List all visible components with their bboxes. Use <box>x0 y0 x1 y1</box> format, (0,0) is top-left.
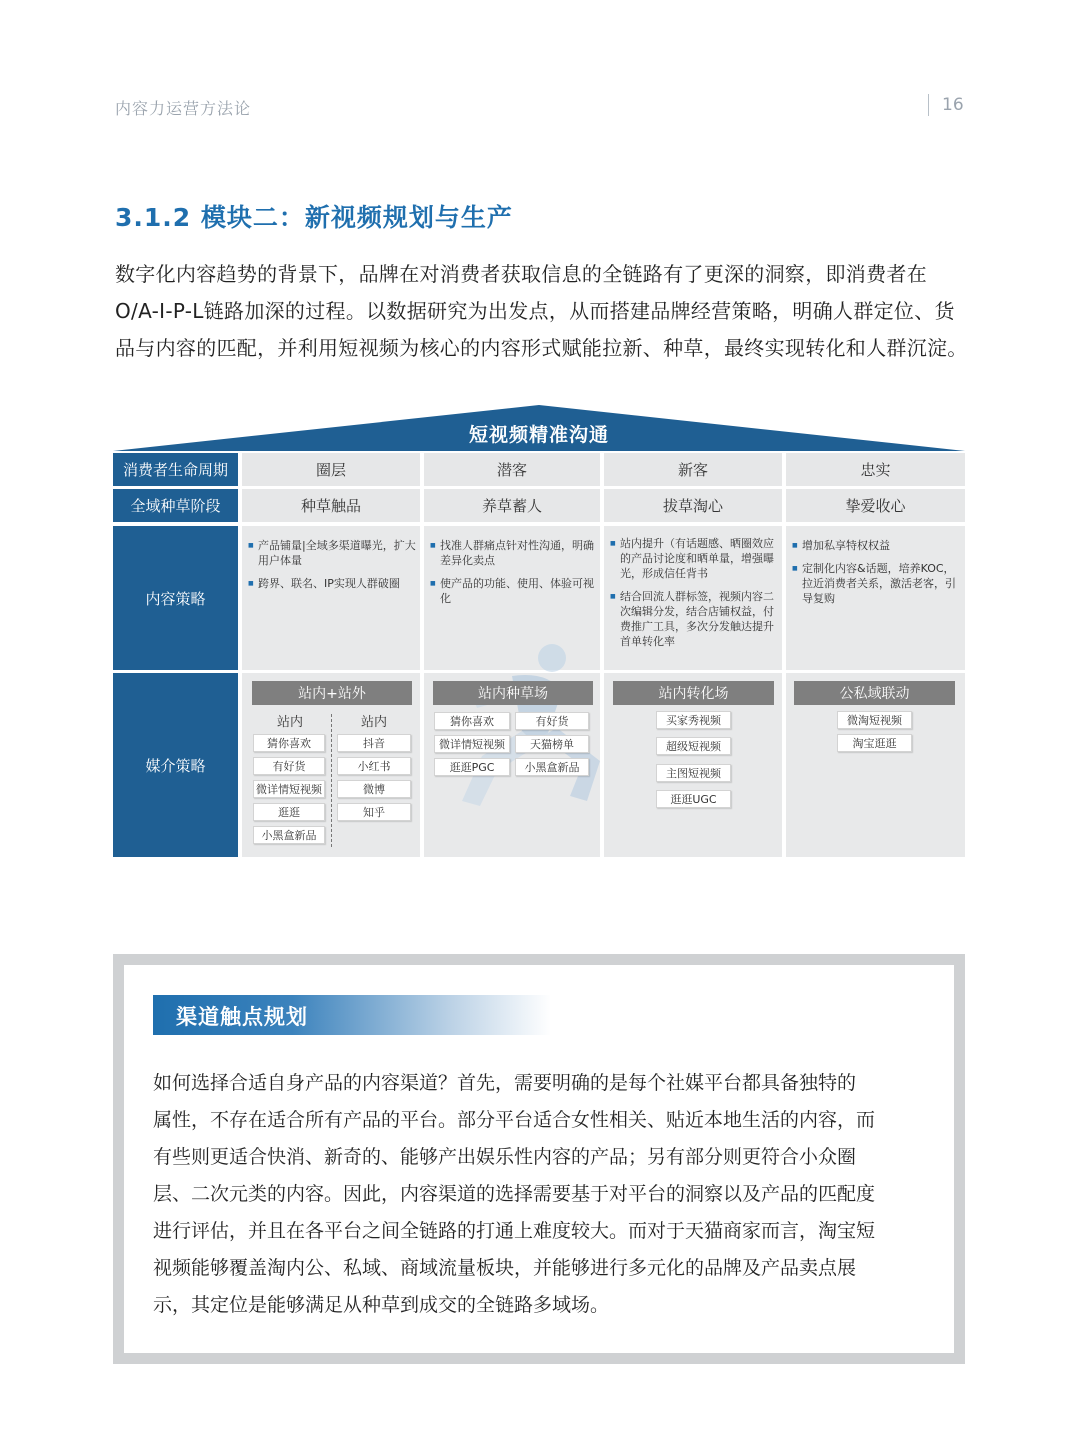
media-chip: 逛逛 <box>253 803 325 821</box>
document-title: 内容力运营方法论 <box>115 99 252 118</box>
intro-line: 数字化内容趋势的背景下，品牌在对消费者获取信息的全链路有了更深的洞察，即消费者在 <box>115 262 927 286</box>
media-chip: 超级短视频 <box>656 737 731 755</box>
lifecycle-cell: 圈层 <box>242 453 420 486</box>
section-title: 3.1.2 模块二：新视频规划与生产 <box>115 203 513 232</box>
paragraph-line: 有些则更适合快消、新奇的、能够产出娱乐性内容的产品；另有部分则更符合小众圈 <box>153 1146 857 1168</box>
intro-line: 品与内容的匹配，并利用短视频为核心的内容形式赋能拉新、种草，最终实现转化和人群沉淀。 <box>115 336 968 360</box>
media-subheader: 站内 <box>277 715 304 730</box>
strategy-item: ■ 跨界、联名、IP实现人群破圈 <box>248 576 416 591</box>
stage-cell: 拔草淘心 <box>604 489 782 522</box>
stage-cell: 挚爱收心 <box>786 489 965 522</box>
media-chip: 知乎 <box>337 803 411 821</box>
media-subheader: 站内 <box>361 715 388 730</box>
strategy-item: ■ 找准人群痛点针对性沟通，明确差异化卖点 <box>430 538 596 568</box>
paragraph-line: 属性，不存在适合所有产品的平台。部分平台适合女性相关、贴近本地生活的内容，而 <box>153 1109 876 1131</box>
media-chip: 抖音 <box>337 734 411 752</box>
dashed-divider <box>331 714 332 847</box>
media-header: 站内种草场 <box>433 681 593 705</box>
media-chip: 买家秀视频 <box>656 711 731 729</box>
lifecycle-cell: 忠实 <box>786 453 965 486</box>
strategy-item: ■ 结合回流人群标签，视频内容二次编辑分发，结合店铺权益，付费推广工具，多次分发触达提升首单转化率 <box>610 589 778 649</box>
channel-box-paragraph <box>153 1065 933 1324</box>
paragraph-line: 进行评估，并且在各平台之间全链路的打通上难度较大。而对于天猫商家而言，淘宝短 <box>153 1220 876 1242</box>
media-chip: 小黑盒新品 <box>253 826 325 844</box>
media-header: 公私域联动 <box>794 681 955 705</box>
paragraph-line: 视频能够覆盖淘内公、私域、商域流量板块，并能够进行多元化的品牌及产品卖点展 <box>153 1257 857 1279</box>
paragraph-line: 如何选择合适自身产品的内容渠道？首先，需要明确的是每个社媒平台都具备独特的 <box>153 1072 857 1094</box>
lifecycle-cell: 潜客 <box>424 453 600 486</box>
channel-box-title: 渠道触点规划 <box>176 1005 308 1029</box>
roof-title: 短视频精准沟通 <box>468 424 609 446</box>
strategy-item: ■ 站内提升（有话题感、晒圈效应的产品讨论度和晒单量，增强曝光，形成信任背书 <box>610 536 778 581</box>
media-chip: 微详情短视频 <box>434 735 510 753</box>
content-strategy-cell <box>242 526 420 670</box>
intro-paragraph <box>115 256 970 367</box>
lifecycle-cell: 新客 <box>604 453 782 486</box>
media-chip: 淘宝逛逛 <box>837 734 912 752</box>
paragraph-line: 层、二次元类的内容。因此，内容渠道的选择需要基于对平台的洞察以及产品的匹配度 <box>153 1183 876 1205</box>
media-chip: 有好货 <box>253 757 325 775</box>
media-chip: 小黑盒新品 <box>515 758 589 776</box>
intro-line: O/A-I-P-L链路加深的过程。以数据研究为出发点，从而搭建品牌经营策略，明确人群定位、货 <box>115 299 955 323</box>
media-chip: 微淘短视频 <box>837 711 912 729</box>
content-strategy-cell <box>604 526 782 670</box>
stage-cell: 种草触品 <box>242 489 420 522</box>
row-label-lifecycle: 消费者生命周期 <box>113 453 238 486</box>
media-chip: 主图短视频 <box>656 764 731 782</box>
row-label-stage: 全域种草阶段 <box>113 489 238 522</box>
content-strategy-cell <box>786 526 965 670</box>
strategy-item: ■ 使产品的功能、使用、体验可视化 <box>430 576 596 606</box>
row-label-media: 媒介策略 <box>113 673 238 857</box>
strategy-item: ■ 增加私享特权权益 <box>792 538 961 553</box>
media-chip: 微详情短视频 <box>253 780 325 798</box>
media-chip: 猜你喜欢 <box>253 734 325 752</box>
stage-cell: 养草蓄人 <box>424 489 600 522</box>
media-header: 站内转化场 <box>613 681 774 705</box>
header-divider <box>928 94 929 116</box>
page-number: 16 <box>942 95 964 115</box>
strategy-item: ■ 定制化内容&话题，培养KOC，拉近消费者关系，激活老客，引导复购 <box>792 561 961 606</box>
media-header: 站内+站外 <box>252 681 412 705</box>
paragraph-line: 示，其定位是能够满足从种草到成交的全链路多域场。 <box>153 1294 610 1316</box>
media-chip: 天猫榜单 <box>515 735 589 753</box>
row-label-content: 内容策略 <box>113 526 238 670</box>
media-chip: 有好货 <box>515 712 589 730</box>
media-chip: 猜你喜欢 <box>434 712 510 730</box>
media-chip: 小红书 <box>337 757 411 775</box>
strategy-item: ■ 产品铺量|全域多渠道曝光，扩大用户体量 <box>248 538 416 568</box>
media-chip: 逛逛UGC <box>656 790 731 808</box>
media-chip: 逛逛PGC <box>434 758 510 776</box>
media-chip: 微博 <box>337 780 411 798</box>
